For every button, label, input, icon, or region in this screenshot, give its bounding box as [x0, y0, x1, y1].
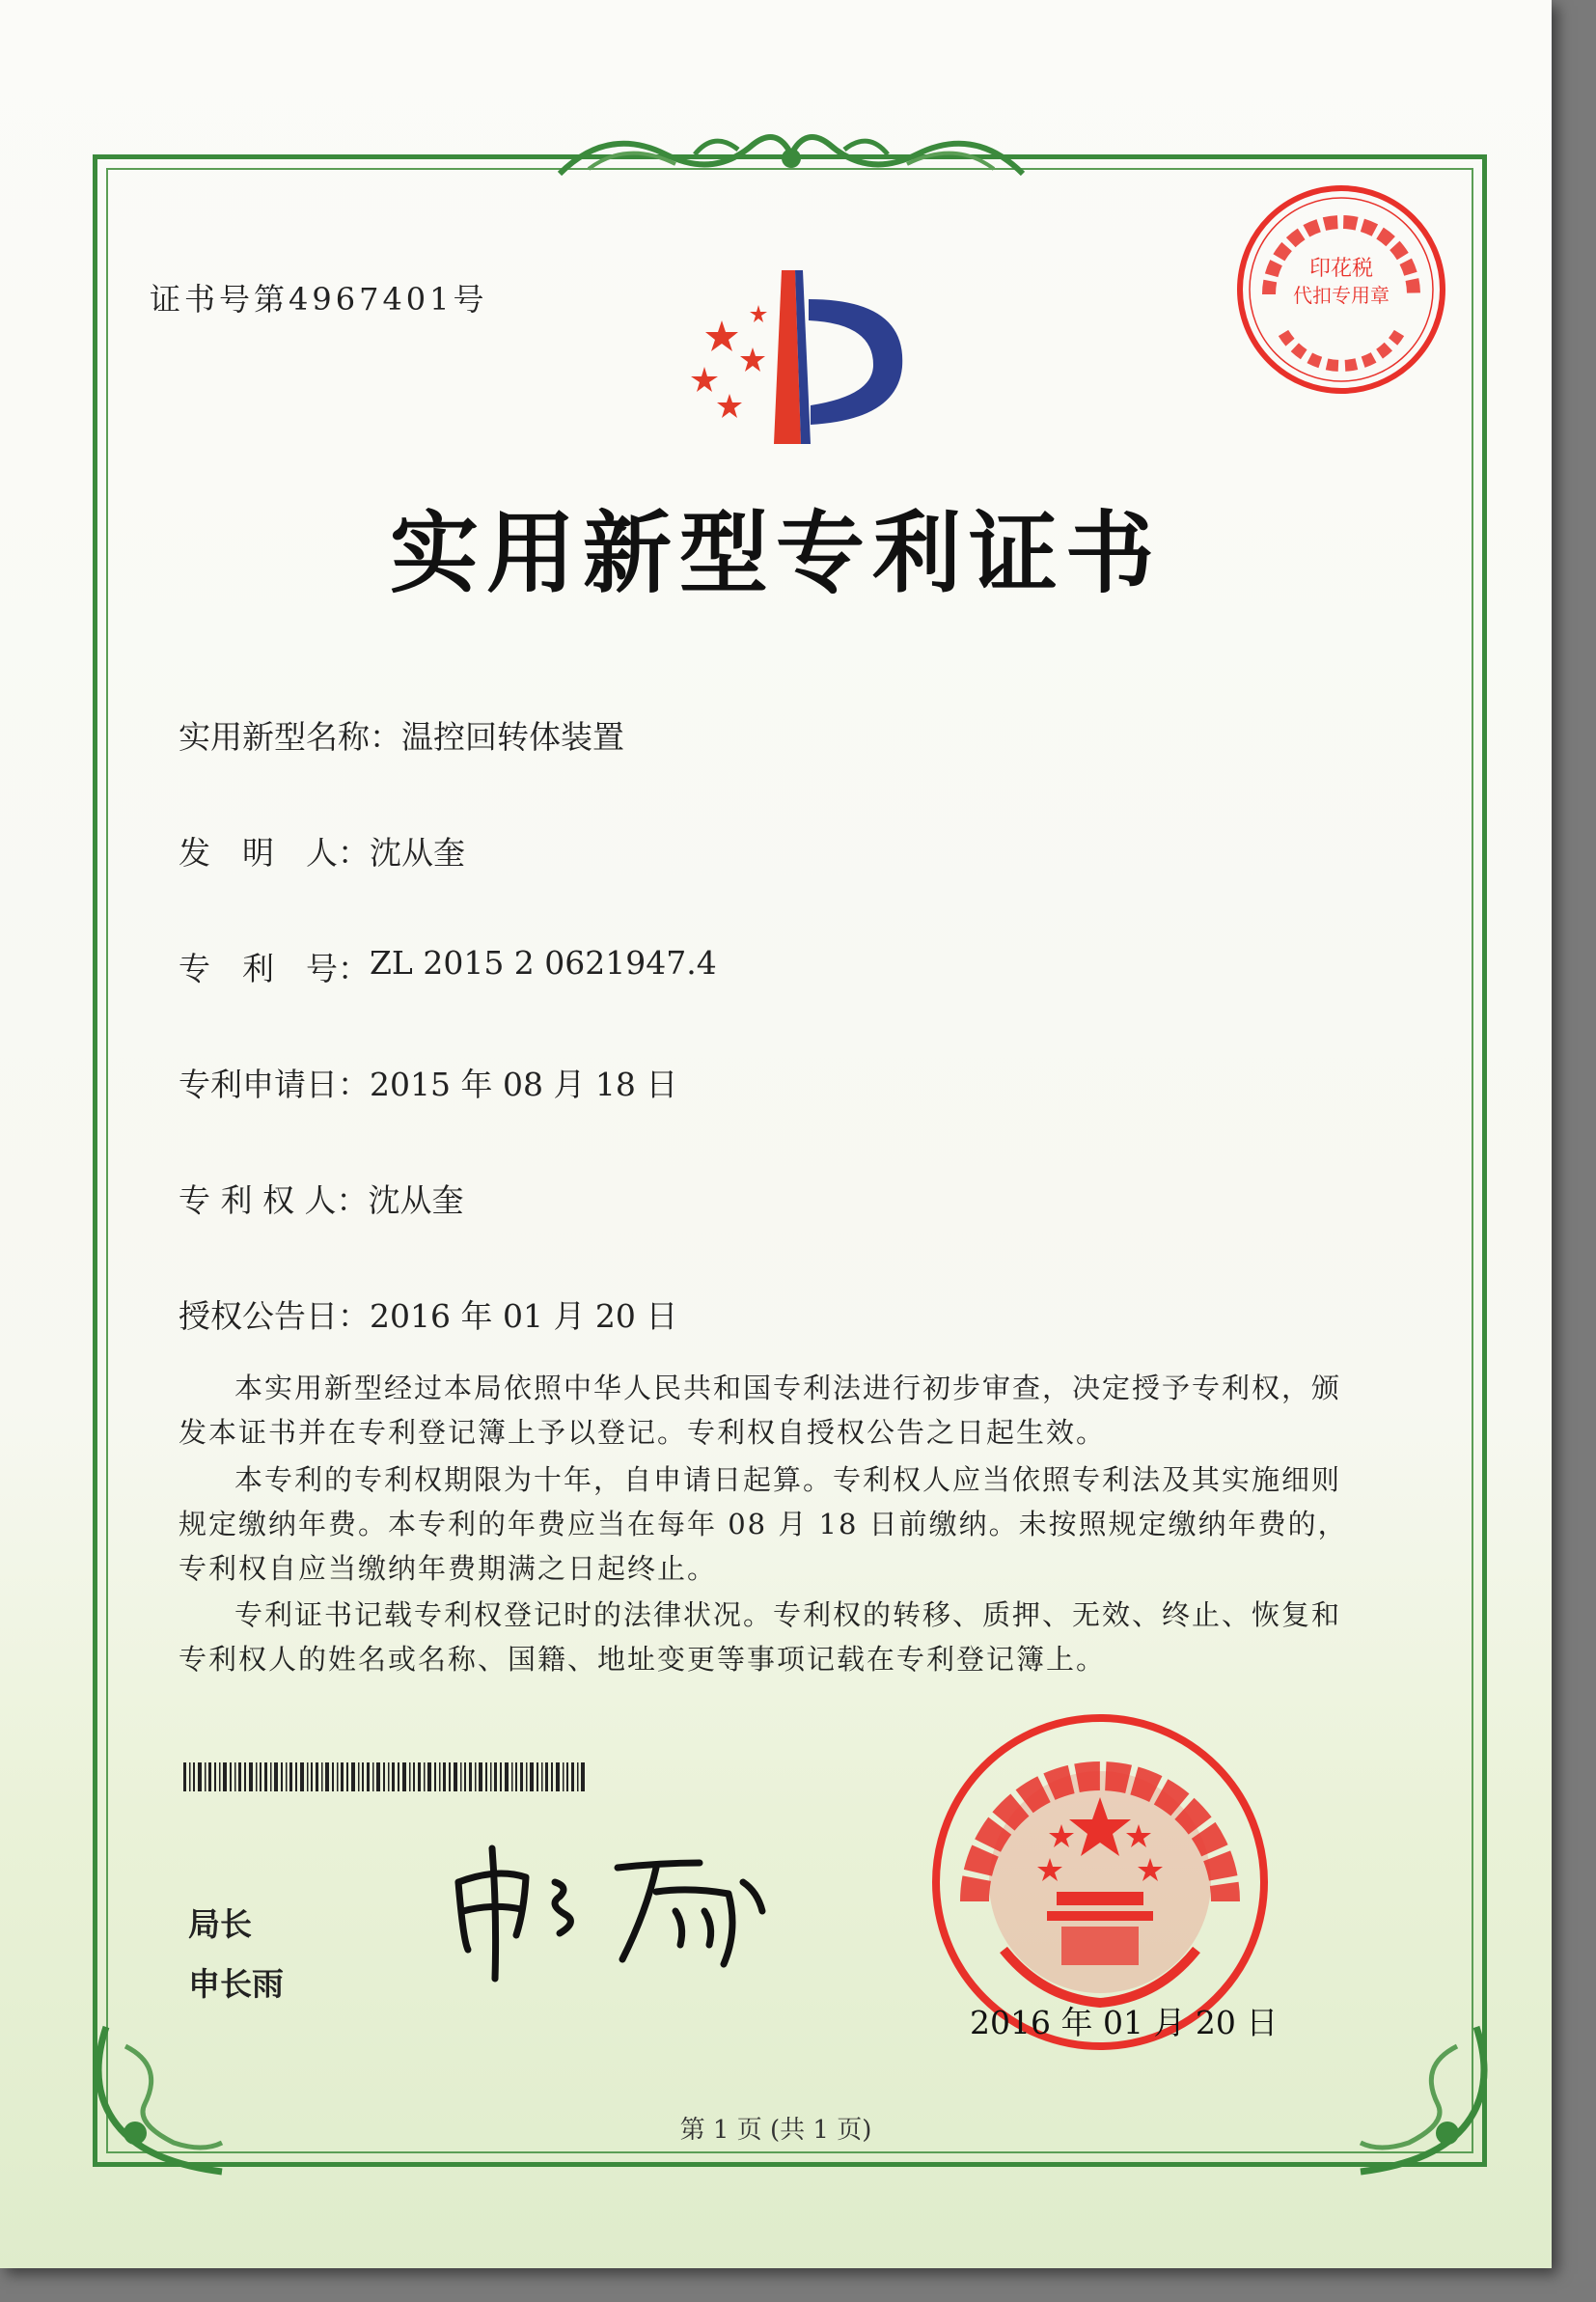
certificate-number: 证书号第4967401号	[150, 281, 488, 318]
field-value: 沈从奎	[370, 834, 465, 872]
utility-model-name-field	[179, 712, 624, 758]
grant-date-field	[179, 1291, 677, 1337]
field-value: 2015 年 08 月 18 日	[370, 1066, 678, 1103]
field-value: ZL 2015 2 0621947.4	[370, 944, 717, 982]
svg-text:代扣专用章: 代扣专用章	[1293, 284, 1390, 307]
director-signature	[439, 1834, 806, 1988]
field-label: 授权公告日：	[179, 1297, 370, 1335]
top-ornament	[550, 116, 1032, 193]
field-value: 沈从奎	[368, 1181, 464, 1219]
patent-number-field	[179, 944, 717, 989]
patent-office-emblem-icon	[666, 261, 917, 454]
barcode	[183, 1762, 589, 1791]
field-label: 专利申请日：	[179, 1066, 370, 1103]
application-date-field	[179, 1060, 677, 1105]
paragraph-legal-status: 专利证书记载专利权登记时的法律状况。专利权的转移、质押、无效、终止、恢复和专利权人的姓名或名称、国籍、地址变更等事项记载在专利登记簿上。	[179, 1598, 1342, 1676]
field-value: 温控回转体装置	[401, 718, 624, 756]
field-value: 2016 年 01 月 20 日	[370, 1297, 678, 1335]
inventor-field	[179, 828, 465, 874]
seal-date: 2016 年 01 月 20 日	[970, 2004, 1279, 2041]
tax-stamp-seal	[1230, 179, 1452, 401]
director-title: 局长	[188, 1905, 252, 1943]
field-label: 实用新型名称：	[179, 718, 401, 756]
field-label: 发 明 人：	[179, 834, 370, 872]
page-indicator: 第 1 页 (共 1 页)	[679, 2116, 872, 2145]
field-label: 专 利 号：	[179, 950, 370, 987]
paragraph-term: 本专利的专利权期限为十年，自申请日起算。专利权人应当依照专利法及其实施细则规定缴纳年费。本专利的年费应当在每年 08 月 18 日前缴纳。未按照规定缴纳年费的，专利权自应当缴纳年费期满之日起终止。	[179, 1463, 1348, 1585]
bottom-right-ornament	[1332, 2008, 1505, 2191]
svg-text:印花税: 印花税	[1308, 257, 1374, 281]
certificate-title: 实用新型专利证书	[389, 501, 1162, 605]
director-name: 申长雨	[188, 1965, 284, 2003]
bottom-left-ornament	[77, 2008, 251, 2191]
patentee-field	[179, 1176, 463, 1221]
field-label: 专 利 权 人：	[179, 1181, 369, 1219]
paragraph-grant: 本实用新型经过本局依照中华人民共和国专利法进行初步审查，决定授予专利权，颁发本证书并在专利登记簿上予以登记。专利权自授权公告之日起生效。	[179, 1372, 1342, 1449]
